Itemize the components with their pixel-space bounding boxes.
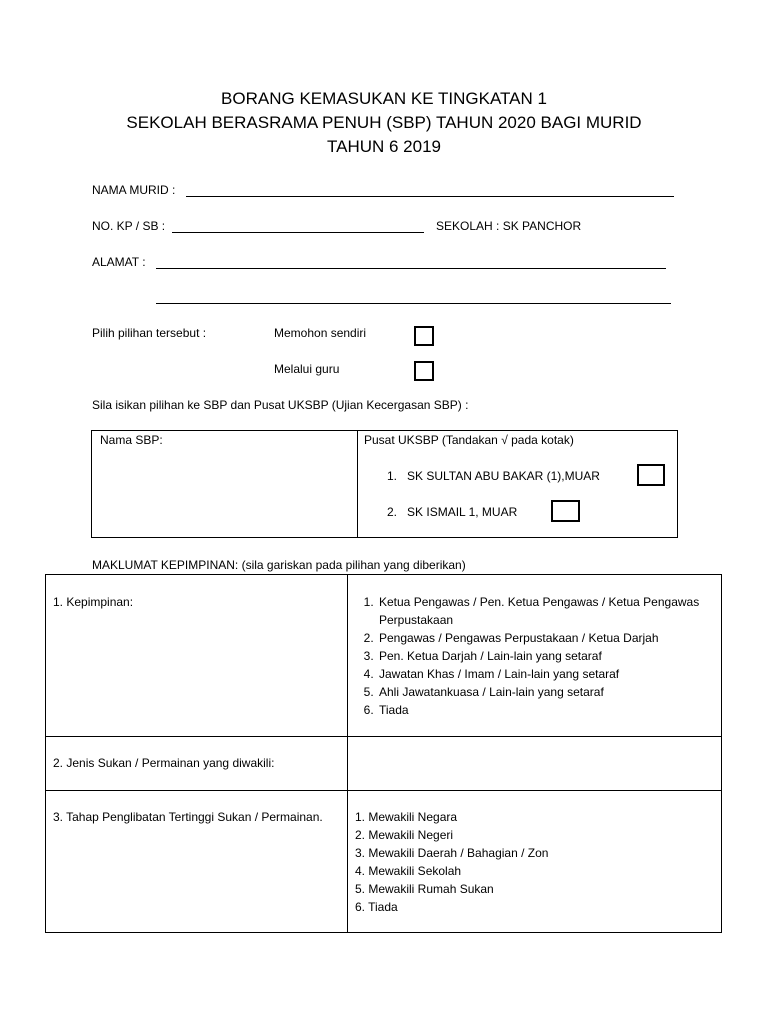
nama-sbp-field[interactable] bbox=[92, 450, 356, 536]
leadership-row-divider-2 bbox=[45, 790, 722, 791]
uksbp-centre-1-checkbox[interactable] bbox=[637, 464, 665, 486]
uksbp-centre-1-label: 1. SK SULTAN ABU BAKAR (1),MUAR bbox=[387, 469, 600, 483]
nama-sbp-label: Nama SBP: bbox=[100, 433, 163, 447]
sbp-instruction: Sila isikan pilihan ke SBP dan Pusat UKSBP (Ujian Kecergasan SBP) : bbox=[92, 398, 469, 412]
kepimpinan-option[interactable]: 3. Pen. Ketua Darjah / Lain-lain yang setaraf bbox=[377, 647, 708, 665]
kepimpinan-options bbox=[348, 593, 708, 719]
alamat-label: ALAMAT : bbox=[92, 255, 146, 269]
nama-murid-field[interactable] bbox=[186, 196, 674, 197]
tahap-penglibatan-label: 3. Tahap Penglibatan Tertinggi Sukan / Permainan. bbox=[53, 810, 323, 824]
choice-prompt: Pilih pilihan tersebut : bbox=[92, 326, 207, 340]
form-title-line-2: SEKOLAH BERASRAMA PENUH (SBP) TAHUN 2020 BAGI MURID bbox=[126, 113, 642, 132]
tahap-option[interactable]: 1. Mewakili Negara bbox=[355, 810, 458, 824]
uksbp-centre-2-label: 2. SK ISMAIL 1, MUAR bbox=[387, 505, 518, 519]
alamat-field-line-2[interactable] bbox=[156, 303, 671, 304]
form-title-line-1: BORANG KEMASUKAN KE TINGKATAN 1 bbox=[221, 89, 547, 108]
no-kp-field[interactable] bbox=[172, 232, 424, 233]
jenis-sukan-field[interactable] bbox=[349, 738, 720, 788]
kepimpinan-option[interactable]: 1. Ketua Pengawas / Pen. Ketua Pengawas / Ketua Pengawas Perpustakaan bbox=[377, 593, 708, 629]
tahap-option-list bbox=[355, 808, 705, 916]
tahap-option[interactable]: 2. Mewakili Negeri bbox=[355, 828, 454, 842]
leadership-heading: MAKLUMAT KEPIMPINAN: (sila gariskan pada pilihan yang diberikan) bbox=[92, 558, 466, 572]
tahap-option[interactable]: 4. Mewakili Sekolah bbox=[355, 864, 462, 878]
kepimpinan-option[interactable]: 5. Ahli Jawatankuasa / Lain-lain yang setaraf bbox=[377, 683, 708, 701]
kepimpinan-option[interactable]: 2. Pengawas / Pengawas Perpustakaan / Ketua Darjah bbox=[377, 629, 708, 647]
jenis-sukan-label: 2. Jenis Sukan / Permainan yang diwakili: bbox=[53, 756, 275, 770]
option-memohon-sendiri-checkbox[interactable] bbox=[414, 326, 434, 346]
tahap-option[interactable]: 6. Tiada bbox=[355, 900, 398, 914]
sbp-table-divider bbox=[357, 430, 358, 538]
kepimpinan-option[interactable]: 4. Jawatan Khas / Imam / Lain-lain yang setaraf bbox=[377, 665, 708, 683]
form-title-line-3: TAHUN 6 2019 bbox=[326, 137, 441, 156]
option-melalui-guru-label: Melalui guru bbox=[274, 362, 340, 376]
pusat-uksbp-header: Pusat UKSBP (Tandakan √ pada kotak) bbox=[364, 433, 574, 447]
kepimpinan-option-list bbox=[348, 593, 708, 719]
no-kp-label: NO. KP / SB : bbox=[92, 219, 166, 233]
leadership-row-divider-1 bbox=[45, 736, 722, 737]
tahap-penglibatan-options bbox=[355, 808, 705, 916]
alamat-field-line-1[interactable] bbox=[156, 268, 666, 269]
sekolah-label: SEKOLAH : SK PANCHOR bbox=[436, 219, 582, 233]
option-melalui-guru-checkbox[interactable] bbox=[414, 361, 434, 381]
tahap-option[interactable]: 3. Mewakili Daerah / Bahagian / Zon bbox=[355, 846, 549, 860]
uksbp-centre-2-checkbox[interactable] bbox=[551, 500, 580, 522]
tahap-option[interactable]: 5. Mewakili Rumah Sukan bbox=[355, 882, 494, 896]
nama-murid-label: NAMA MURID : bbox=[92, 183, 176, 197]
option-memohon-sendiri-label: Memohon sendiri bbox=[274, 326, 367, 340]
kepimpinan-option[interactable]: 6. Tiada bbox=[377, 701, 708, 719]
kepimpinan-label: 1. Kepimpinan: bbox=[53, 595, 134, 609]
